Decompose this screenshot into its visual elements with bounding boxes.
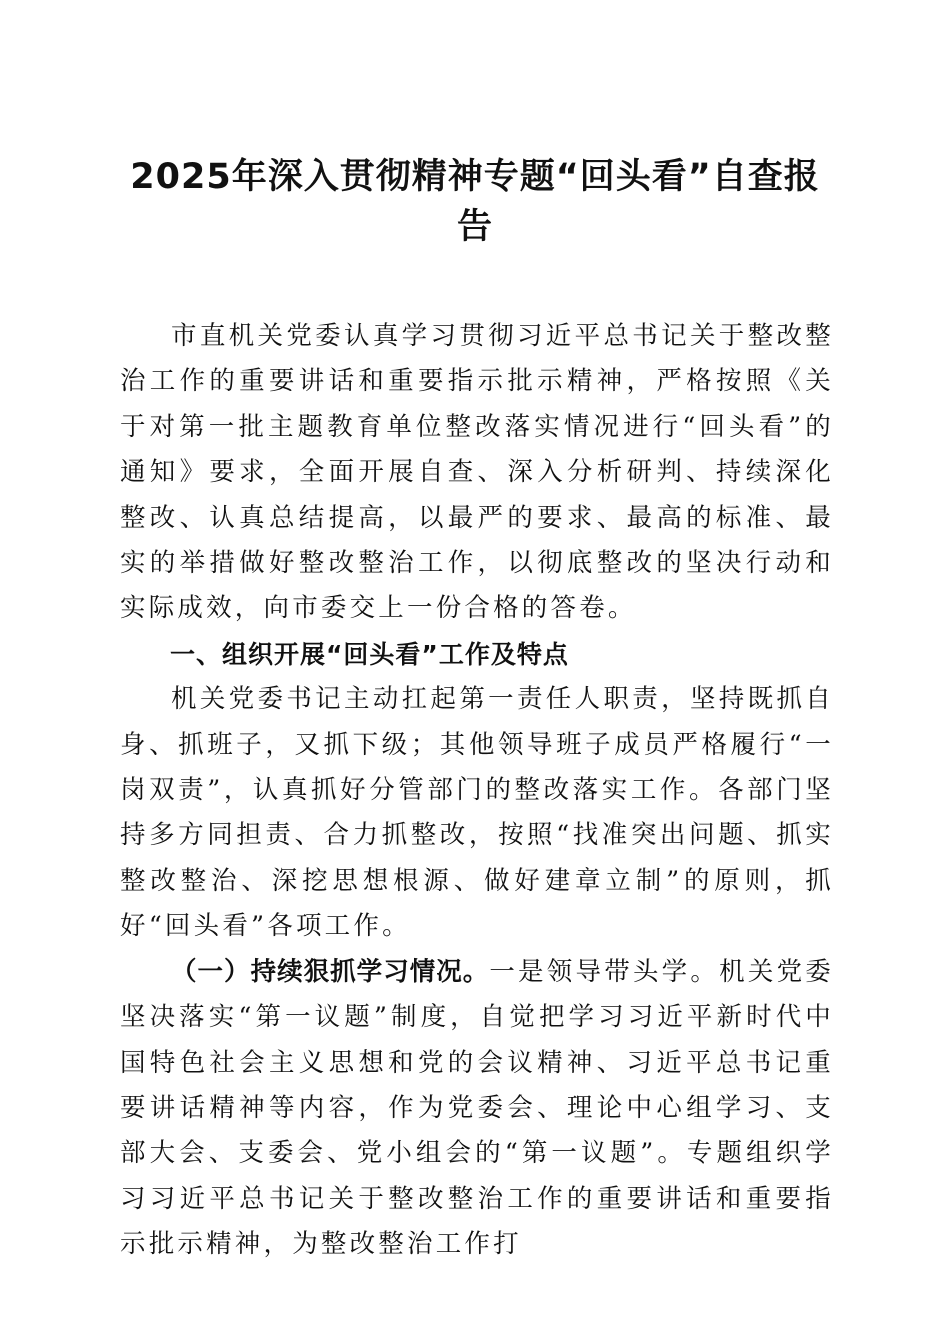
subsection-1-paragraph [120, 950, 834, 1268]
subsection-1-lead: （一）持续狠抓学习情况。 [171, 956, 490, 987]
subsection-1-text: 一是领导带头学。机关党委坚决落实“第一议题”制度，自觉把学习习近平新时代中国特色社会主义思想和党的会议精神、习近平总书记重要讲话精神等内容，作为党委会、理论中心组学习、支部大会、支委会、党小组会的“第一议题”。专题组织学习习近平总书记关于整改整治工作的重要讲话和重要指示批示精神，为整改整治工作打 [120, 956, 834, 1260]
section-1-paragraph: 机关党委书记主动扛起第一责任人职责，坚持既抓自身、抓班子，又抓下级；其他领导班子成员严格履行“一岗双责”，认真抓好分管部门的整改落实工作。各部门坚持多方同担责、合力抓整改，按照“找准突出问题、抓实整改整治、深挖思想根源、做好建章立制”的原则，抓好“回头看”各项工作。 [120, 684, 834, 942]
section-1-heading: 一、组织开展“回头看”工作及特点 [170, 639, 569, 669]
intro-paragraph: 市直机关党委认真学习贯彻习近平总书记关于整改整治工作的重要讲话和重要指示批示精神，严格按照《关于对第一批主题教育单位整改落实情况进行“回头看”的通知》要求，全面开展自查、深入分析研判、持续深化整改、认真总结提高，以最严的要求、最高的标准、最实的举措做好整改整治工作，以彻底整改的坚决行动和实际成效，向市委交上一份合格的答卷。 [120, 321, 834, 624]
document-body [120, 314, 834, 1268]
document-title: 2025年深入贯彻精神专题“回头看”自查报告 [130, 157, 820, 247]
